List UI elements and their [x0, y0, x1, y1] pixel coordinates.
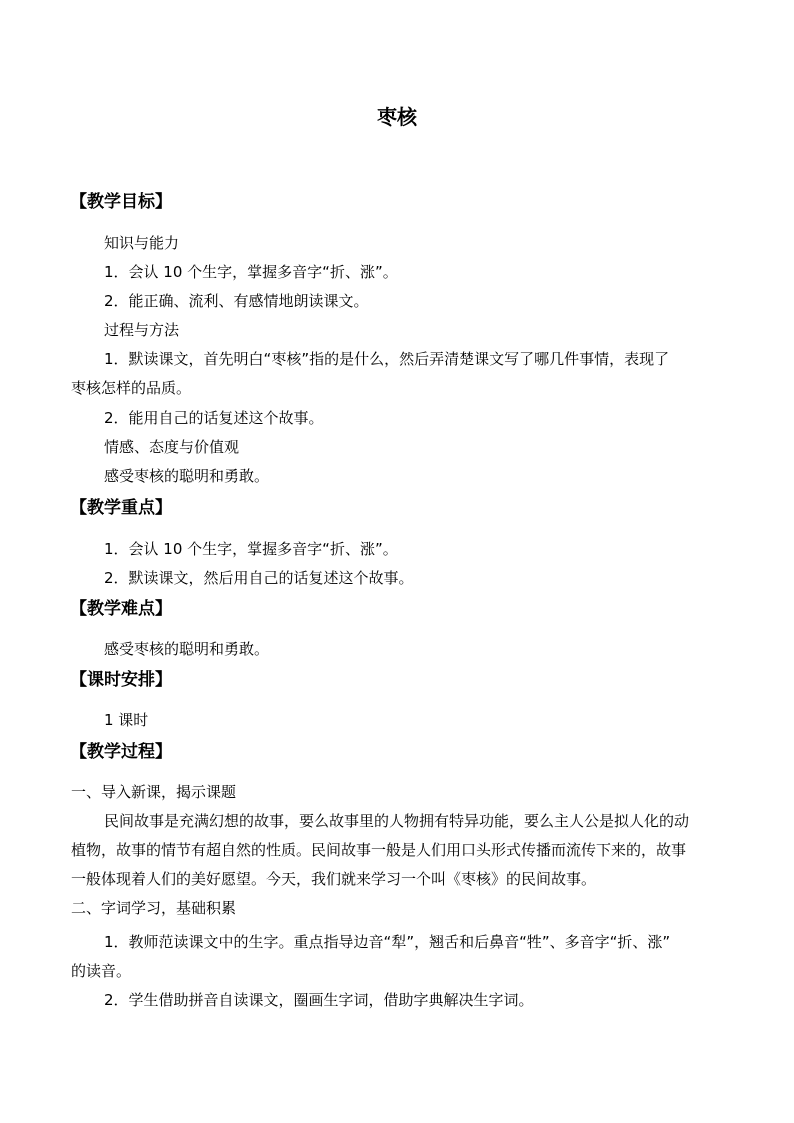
process-item-line: 2．学生借助拼音自读课文，圈画生字词，借助字典解决生字词。 — [104, 991, 534, 1009]
process-item-line: 的读音。 — [71, 962, 132, 980]
section-heading-schedule: 【课时安排】 — [70, 670, 172, 690]
goals-item-continuation: 枣核怎样的品质。 — [71, 379, 192, 397]
key-points-item: 2．默读课文，然后用自己的话复述这个故事。 — [104, 569, 414, 587]
schedule-item: 1 课时 — [104, 711, 149, 729]
process-item-line: 1．教师范读课文中的生字。重点指导边音“犁”，翘舌和后鼻音“牲”、多音字“折、涨” — [104, 933, 671, 951]
goals-item: 1．默读课文，首先明白“枣核”指的是什么，然后弄清楚课文写了哪几件事情，表现了 — [104, 350, 670, 368]
process-step-title: 二、字词学习，基础积累 — [71, 899, 237, 917]
goals-item: 1．会认 10 个生字，掌握多音字“折、涨”。 — [104, 263, 398, 281]
process-step-title: 一、导入新课，揭示课题 — [71, 783, 237, 801]
process-paragraph-line: 民间故事是充满幻想的故事，要么故事里的人物拥有特异功能，要么主人公是拟人化的动 — [104, 812, 690, 830]
process-paragraph-line: 一般体现着人们的美好愿望。今天，我们就来学习一个叫《枣核》的民间故事。 — [71, 870, 597, 888]
goals-subheading-knowledge: 知识与能力 — [104, 234, 180, 252]
goals-subheading-process: 过程与方法 — [104, 321, 180, 339]
section-heading-process: 【教学过程】 — [70, 742, 172, 762]
process-paragraph-line: 植物，故事的情节有超自然的性质。民间故事一般是人们用口头形式传播而流传下来的，故事 — [71, 841, 687, 859]
section-heading-difficulties: 【教学难点】 — [70, 599, 172, 619]
goals-item: 2．能正确、流利、有感情地朗读课文。 — [104, 292, 369, 310]
difficulties-item: 感受枣核的聪明和勇敢。 — [104, 640, 270, 658]
section-heading-key-points: 【教学重点】 — [70, 498, 172, 518]
key-points-item: 1．会认 10 个生字，掌握多音字“折、涨”。 — [104, 540, 398, 558]
goals-item: 2．能用自己的话复述这个故事。 — [104, 409, 324, 427]
section-heading-goals: 【教学目标】 — [70, 192, 172, 212]
goals-item: 感受枣核的聪明和勇敢。 — [104, 467, 270, 485]
goals-subheading-attitude: 情感、态度与价值观 — [104, 438, 240, 456]
page-title: 枣核 — [377, 105, 417, 129]
